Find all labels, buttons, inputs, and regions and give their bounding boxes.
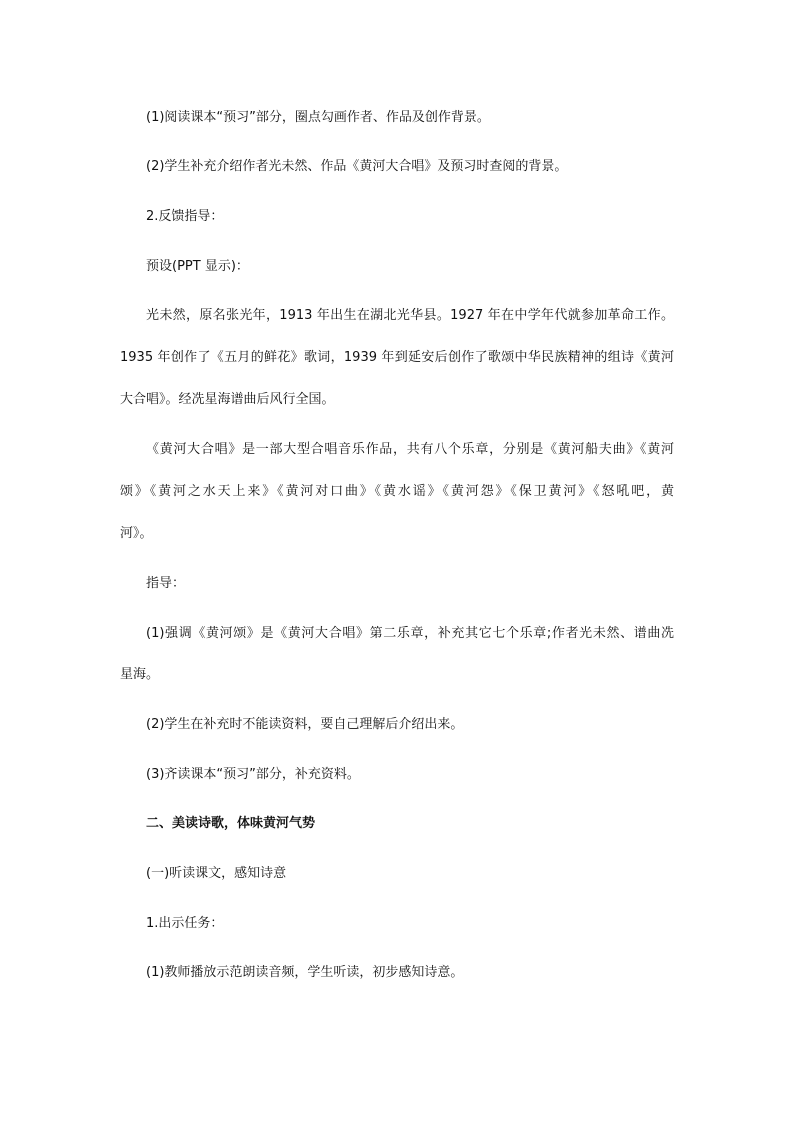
paragraph-line: (1)教师播放示范朗读音频，学生听读，初步感知诗意。 [146, 965, 464, 980]
paragraph-line: 颂》《黄河之水天上来》《黄河对口曲》《黄水谣》《黄河怨》《保卫黄河》《怒吼吧，黄 [120, 484, 674, 499]
paragraph-line: 大合唱》。经冼星海谱曲后风行全国。 [120, 392, 335, 407]
paragraph-line: 指导： [146, 576, 186, 591]
section-heading: 2.反馈指导： [146, 209, 224, 224]
paragraph-line: (3)齐读课本“预习”部分，补充资料。 [146, 767, 360, 782]
paragraph-line: 河》。 [120, 526, 153, 541]
section-heading: 1.出示任务： [146, 916, 224, 931]
paragraph-line: (2)学生在补充时不能读资料，要自己理解后介绍出来。 [146, 717, 464, 732]
paragraph-line: (1)阅读课本“预习”部分，圈点勾画作者、作品及创作背景。 [146, 110, 490, 125]
paragraph-line: 预设(PPT 显示)： [146, 259, 249, 274]
paragraph-line: 1935 年创作了《五月的鲜花》歌词，1939 年到延安后创作了歌颂中华民族精神的组诗《黄河 [120, 350, 674, 365]
subsection-heading: (一)听读课文，感知诗意 [146, 866, 287, 881]
paragraph-line: 光未然，原名张光年，1913 年出生在湖北光华县。1927 年在中学年代就参加革命工作。 [146, 308, 674, 323]
paragraph-line: (2)学生补充介绍作者光未然、作品《黄河大合唱》及预习时查阅的背景。 [146, 159, 568, 174]
section-heading: 二、美读诗歌，体味黄河气势 [146, 816, 316, 831]
paragraph-line: (1)强调《黄河颂》是《黄河大合唱》第二乐章，补充其它七个乐章;作者光未然、谱曲冼 [146, 626, 674, 641]
paragraph-line: 星海。 [120, 667, 160, 682]
paragraph-line: 《黄河大合唱》是一部大型合唱音乐作品，共有八个乐章，分别是《黄河船夫曲》《黄河 [146, 442, 674, 457]
